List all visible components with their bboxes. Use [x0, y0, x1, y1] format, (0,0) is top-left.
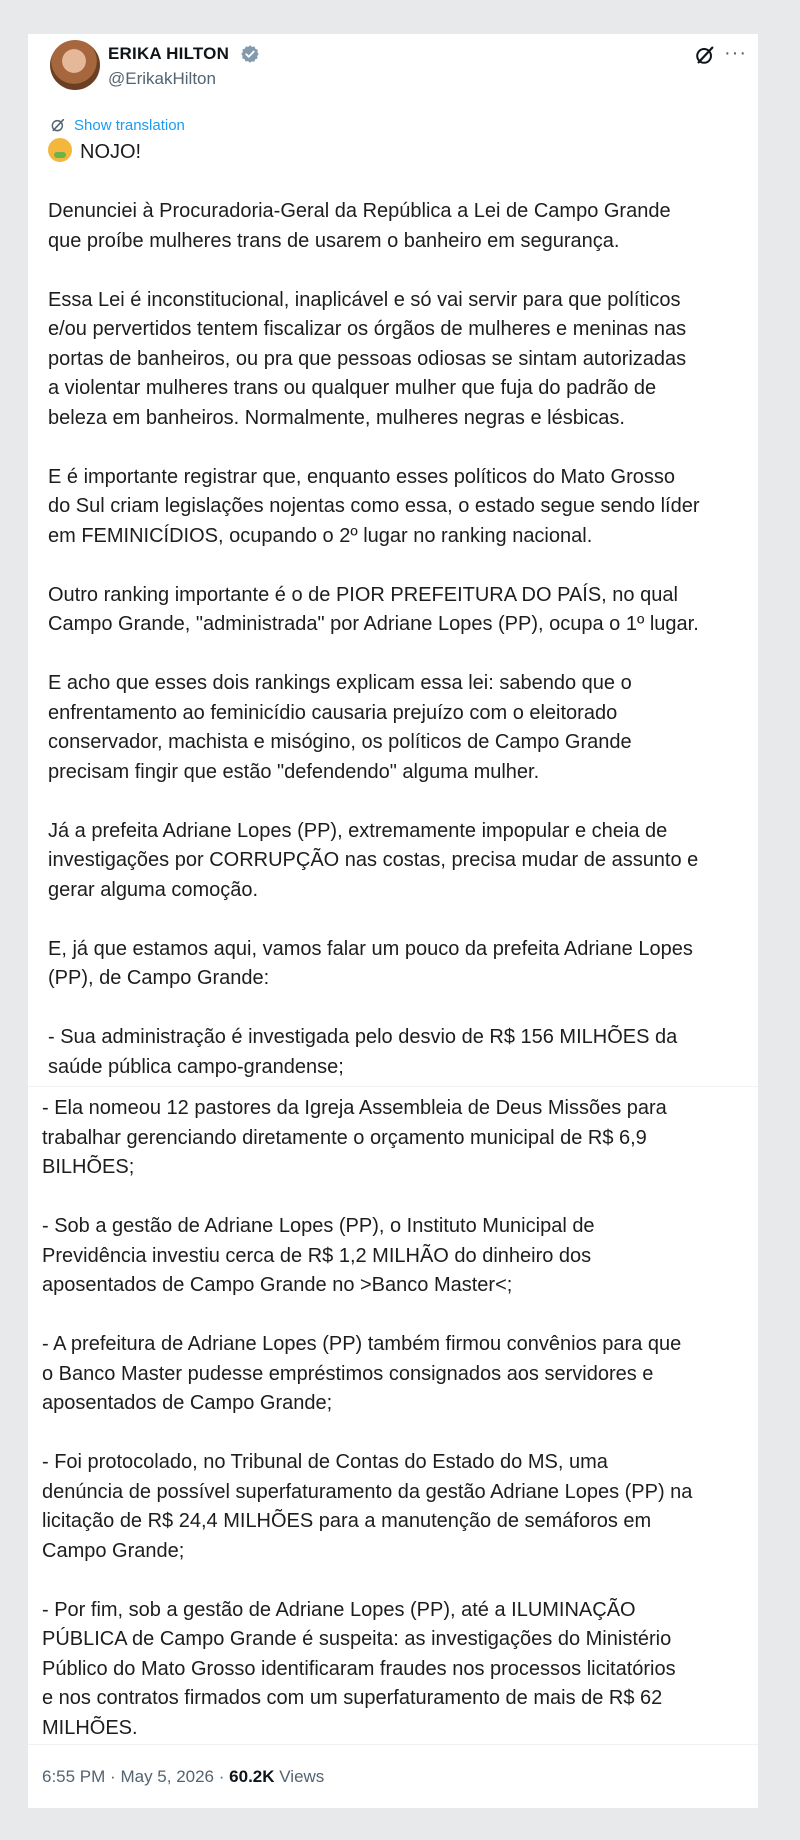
text-line: Denunciei à Procuradoria-Geral da República a Lei de Campo Grande [48, 200, 671, 222]
show-translation-label: Show translation [74, 116, 185, 134]
text-line: e/ou pervertidos tentem fiscalizar os órgãos de mulheres e meninas nas [48, 318, 687, 340]
text-line: PÚBLICA de Campo Grande é suspeita: as investigações do Ministério [42, 1628, 672, 1650]
headline [48, 138, 738, 168]
show-translation-link[interactable] [50, 112, 185, 138]
tweet-card [28, 34, 758, 1808]
text-line: gerar alguma comoção. [48, 878, 259, 901]
text-line: em FEMINICÍDIOS, ocupando o 2º lugar no ranking nacional. [48, 524, 593, 547]
text-line: conservador, machista e misógino, os políticos de Campo Grande [48, 731, 632, 753]
text-line: investigações por CORRUPÇÃO nas costas, precisa mudar de assunto e [48, 849, 699, 871]
text-line: beleza em banheiros. Normalmente, mulheres negras e lésbicas. [48, 406, 625, 429]
text-line: MILHÕES. [42, 1716, 138, 1739]
text-line: portas de banheiros, ou pra que pessoas odiosas se sintam autorizadas [48, 347, 687, 370]
text-line: Previdência investiu cerca de R$ 1,2 MILHÃO do dinheiro dos [42, 1244, 592, 1267]
text-line: E é importante registrar que, enquanto esses políticos do Mato Grosso [48, 465, 676, 488]
text-line: a violentar mulheres trans ou qualquer mulher que fuja do padrão de [48, 377, 657, 399]
text-line: BILHÕES; [42, 1156, 135, 1178]
text-line: - A prefeitura de Adriane Lopes (PP) também firmou convênios para que [42, 1333, 682, 1355]
text-line: Já a prefeita Adriane Lopes (PP), extremamente impopular e cheia de [48, 819, 668, 842]
author-handle[interactable]: @ErikakHilton [108, 69, 216, 88]
paragraph [48, 581, 738, 640]
tweet-meta [42, 1767, 324, 1787]
paragraph [42, 1094, 742, 1183]
avatar[interactable] [50, 40, 100, 90]
headline-text: NOJO! [80, 141, 142, 163]
tweet-date[interactable]: May 5, 2026 [120, 1767, 215, 1786]
tweet-footer [28, 1744, 758, 1809]
paragraph [42, 1596, 742, 1744]
text-line: - Sob a gestão de Adriane Lopes (PP), o Instituto Municipal de [42, 1215, 595, 1237]
text-line: aposentados de Campo Grande no >Banco Master<; [42, 1274, 513, 1296]
nauseated-face-icon [48, 138, 72, 162]
tweet-time[interactable]: 6:55 PM [42, 1767, 106, 1786]
translate-icon [50, 117, 66, 133]
separator: · [218, 1767, 225, 1786]
text-line: Outro ranking importante é o de PIOR PREFEITURA DO PAÍS, no qual [48, 583, 678, 606]
paragraph [42, 1448, 742, 1566]
text-line: E, já que estamos aqui, vamos falar um pouco da prefeita Adriane Lopes [48, 937, 693, 960]
text-line: - Ela nomeou 12 pastores da Igreja Assembleia de Deus Missões para [42, 1097, 667, 1119]
text-line: precisam fingir que estão "defendendo" alguma mulher. [48, 760, 540, 783]
views-label: Views [279, 1767, 325, 1786]
views-count: 60.2K [229, 1767, 275, 1786]
text-line: enfrentamento ao feminicídio causaria prejuízo com o eleitorado [48, 701, 618, 724]
paragraph [42, 1212, 742, 1301]
text-line: e nos contratos firmados com um superfaturamento de mais de R$ 62 [42, 1687, 663, 1709]
text-line: aposentados de Campo Grande; [42, 1392, 333, 1414]
text-line: (PP), de Campo Grande: [48, 967, 270, 989]
paragraph [48, 463, 738, 552]
text-line: Essa Lei é inconstitucional, inaplicável e só vai servir para que políticos [48, 288, 681, 311]
text-line: E acho que esses dois rankings explicam essa lei: sabendo que o [48, 672, 632, 694]
text-line: denúncia de possível superfaturamento da gestão Adriane Lopes (PP) na [42, 1480, 693, 1503]
paragraph [48, 817, 738, 906]
text-line: que proíbe mulheres trans de usarem o banheiro em segurança. [48, 229, 620, 252]
paragraph [48, 1023, 738, 1082]
tweet-text [48, 138, 738, 1082]
text-line: Campo Grande; [42, 1539, 185, 1562]
text-line: - Sua administração é investigada pelo desvio de R$ 156 MILHÕES da [48, 1026, 678, 1048]
text-line: saúde pública campo-grandense; [48, 1055, 344, 1078]
tweet-header [28, 34, 758, 106]
paragraph [48, 935, 738, 994]
paragraph [48, 286, 738, 434]
text-line: Público do Mato Grosso identificaram fraudes nos processos licitatórios [42, 1657, 676, 1680]
text-line: - Foi protocolado, no Tribunal de Contas do Estado do MS, uma [42, 1451, 608, 1473]
text-line: o Banco Master pudesse empréstimos consignados aos servidores e [42, 1362, 654, 1385]
paragraph [42, 1330, 742, 1419]
text-line: Campo Grande, "administrada" por Adriane Lopes (PP), ocupa o 1º lugar. [48, 613, 699, 635]
verified-badge-icon [240, 44, 260, 64]
tweet-text-continued [42, 1094, 742, 1743]
grok-icon[interactable] [694, 44, 716, 66]
text-line: licitação de R$ 24,4 MILHÕES para a manutenção de semáforos em [42, 1510, 652, 1532]
paragraph [48, 669, 738, 787]
more-icon[interactable]: ··· [724, 42, 747, 64]
paragraph [48, 197, 738, 256]
text-line: - Por fim, sob a gestão de Adriane Lopes (PP), até a ILUMINAÇÃO [42, 1598, 636, 1621]
text-line: do Sul criam legislações nojentas como essa, o estado segue sendo líder [48, 495, 700, 517]
divider [28, 1086, 758, 1087]
text-line: trabalhar gerenciando diretamente o orçamento municipal de R$ 6,9 [42, 1126, 647, 1149]
separator: · [110, 1767, 116, 1786]
author-name[interactable]: ERIKA HILTON [108, 44, 230, 63]
